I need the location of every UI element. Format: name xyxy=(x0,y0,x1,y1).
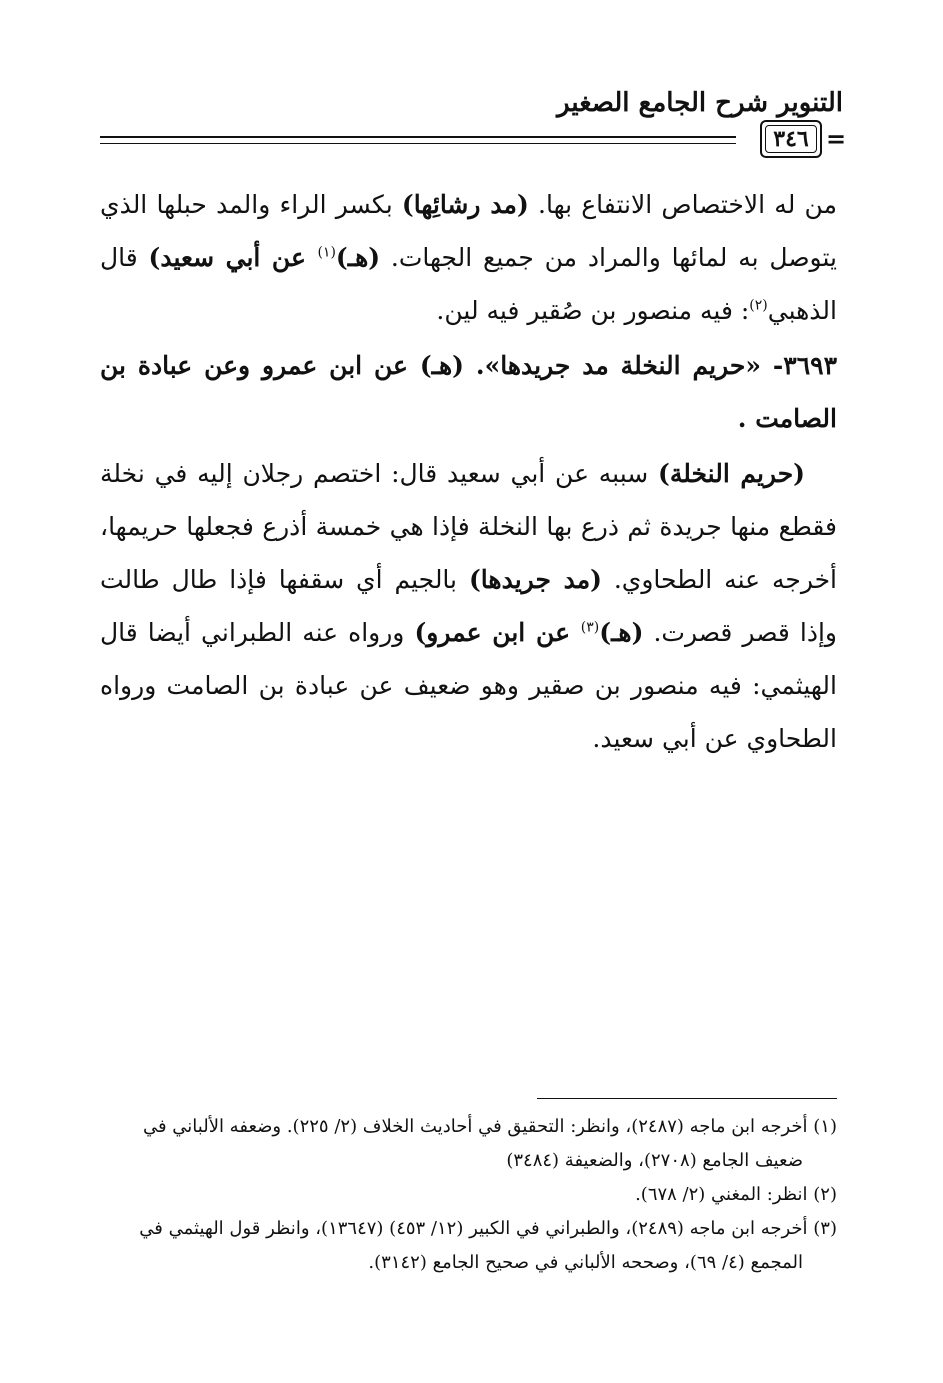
header-ornament: = xyxy=(826,124,847,153)
text-run: سببه عن أبي سعيد قال: اختصم رجلان إليه في نخلة فقطع منها جريدة ثم ذرع بها النخلة فإذا هي خمسة أذرع فجعلها حريمها، أخرجه عنه الطحاوي. xyxy=(100,459,838,594)
footnote-3: (٣) أخرجه ابن ماجه (٢٤٨٩)، والطبراني في الكبير (١٢/ ٤٥٣) (١٣٦٤٧)، وانظر قول الهيثمي في xyxy=(139,1218,837,1239)
footnotes xyxy=(100,1110,837,1280)
commentary-paragraph xyxy=(100,447,837,765)
bold-term: (مد رشائِها) xyxy=(401,190,529,219)
text-run: ورواه عنه الطبراني أيضا قال الهيثمي: فيه منصور بن صقير وهو ضعيف عن عبادة بن الصامت ورواه الطحاوي عن أبي سعيد. xyxy=(100,618,837,753)
hadith-text: «حريم النخلة مد جريدها». (هـ) عن ابن عمرو وعن عبادة بن الصامت . xyxy=(100,351,837,433)
footnote-1-cont: ضعيف الجامع (٢٧٠٨)، والضعيفة (٣٤٨٤) xyxy=(506,1150,803,1171)
bold-term: (حريم النخلة) xyxy=(658,459,805,488)
text-run: قال الذهبي xyxy=(100,243,837,325)
header-double-rule xyxy=(100,136,736,148)
text-run: : فيه منصور بن صُقير فيه لين. xyxy=(436,296,750,325)
main-text xyxy=(100,178,837,767)
text-run: من له الاختصاص الانتفاع بها. xyxy=(528,190,837,219)
bold-source-code: (هـ) xyxy=(335,243,381,272)
bold-narrator: عن أبي سعيد) xyxy=(148,243,318,272)
page-number xyxy=(760,120,822,158)
page-number-text: ٣٤٦ xyxy=(773,126,809,152)
text-run: بالجيم أي سقفها فإذا طال طالت وإذا قصر قصرت. xyxy=(100,565,837,647)
bold-narrator: عن ابن عمرو) xyxy=(414,618,581,647)
footnote-2: (٢) انظر: المغني (٢/ ٦٧٨). xyxy=(635,1184,837,1205)
text-run: بكسر الراء والمد حبلها الذي يتوصل به لمائها والمراد من جميع الجهات. xyxy=(100,190,837,272)
footnote-ref: (٢) xyxy=(749,297,768,314)
footnote-3-cont: المجمع (٤/ ٦٩)، وصححه الألباني في صحيح الجامع (٣١٤٢). xyxy=(368,1252,803,1273)
header-rule-top xyxy=(100,136,736,138)
running-header-title: التنوير شرح الجامع الصغير xyxy=(557,88,843,118)
bold-term: (مد جريدها) xyxy=(468,565,602,594)
footnote-separator xyxy=(537,1098,837,1099)
header-rule-bottom xyxy=(100,143,736,144)
footnote-ref: (٣) xyxy=(580,619,600,636)
hadith-number: ٣٦٩٣- xyxy=(772,351,837,380)
footnote-1: (١) أخرجه ابن ماجه (٢٤٨٧)، وانظر: التحقيق في أحاديث الخلاف (٢/ ٢٢٥). وضعفه الألباني في xyxy=(142,1116,837,1137)
footnote-ref: (١) xyxy=(317,244,336,261)
paragraph-continuation xyxy=(100,178,837,337)
hadith-entry xyxy=(100,339,837,445)
bold-source-code: (هـ) xyxy=(599,618,644,647)
